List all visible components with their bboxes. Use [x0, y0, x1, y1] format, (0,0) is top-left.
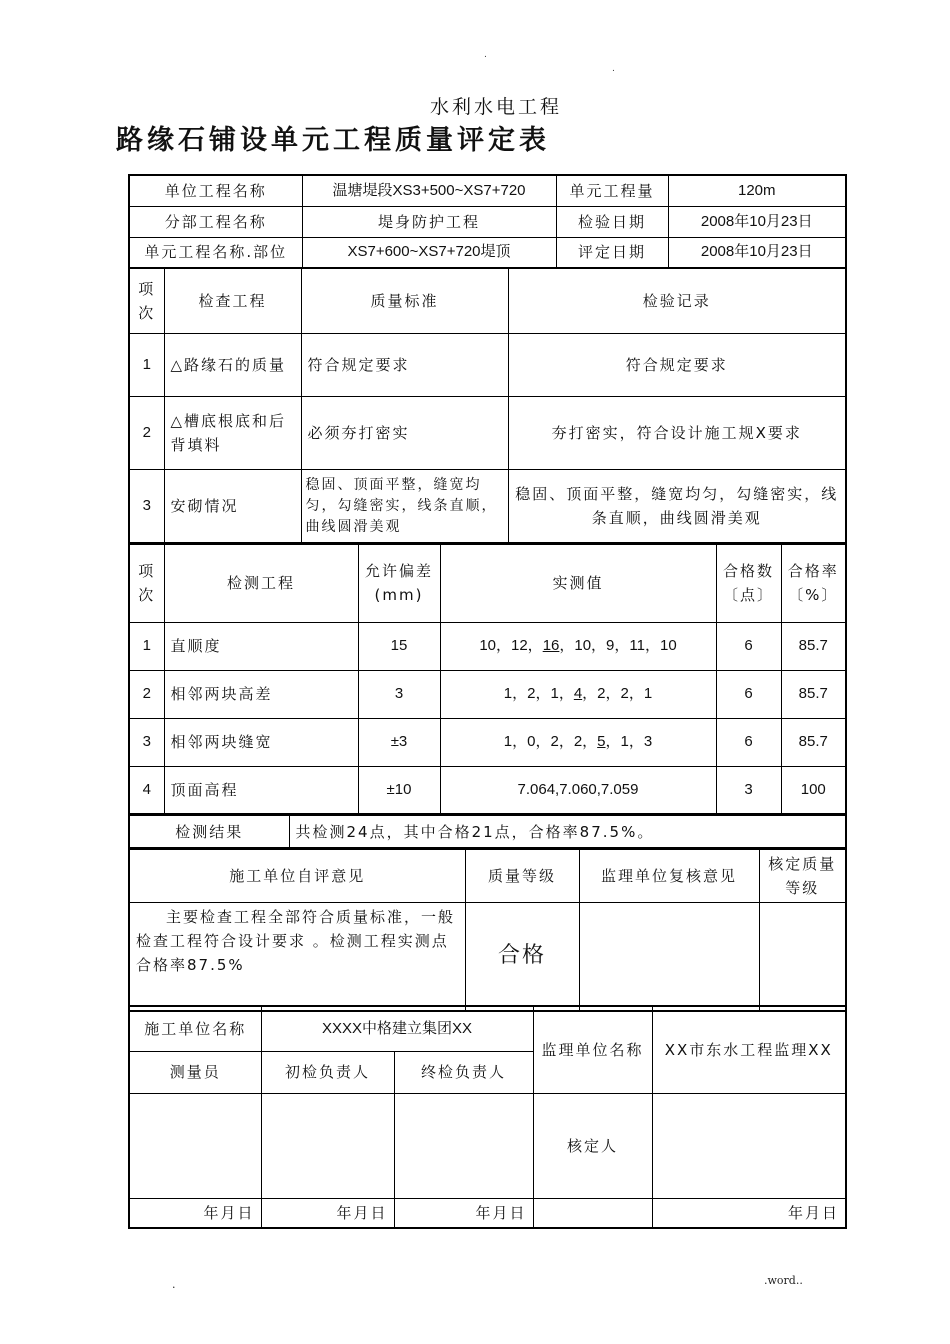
result-text: 共检测24点，其中合格21点，合格率87.5%。: [289, 815, 846, 848]
row-record: 夯打密实，符合设计施工规X要求: [508, 396, 846, 469]
result-table: [128, 814, 847, 849]
date-initial-inspector: 年月日: [261, 1198, 394, 1228]
element-qty-label: 单元工程量: [556, 175, 668, 206]
element-name-label: 单元工程名称.部位: [129, 237, 302, 268]
table-row: [129, 469, 846, 544]
table-row: [129, 333, 846, 396]
final-inspector-signature: [394, 1093, 533, 1198]
quality-grade-label: 质量等级: [465, 849, 579, 903]
date-surveyor: 年月日: [129, 1198, 261, 1228]
page-subtitle: 水利水电工程: [430, 96, 563, 118]
row-values: 1，2，1，4，2，2，1: [440, 670, 716, 718]
row-values: 7.064,7.060,7.059: [440, 766, 716, 814]
row-pass-count: 6: [716, 622, 781, 670]
builder-label: 施工单位名称: [129, 1006, 261, 1051]
inspect-date-value: 2008年10月23日: [668, 206, 846, 237]
table-row: [129, 670, 846, 718]
table-row: [129, 622, 846, 670]
sub-project-label: 分部工程名称: [129, 206, 302, 237]
check-header-item: 检查工程: [164, 268, 301, 333]
row-no: 1: [129, 622, 164, 670]
row-tolerance: 15: [358, 622, 440, 670]
final-grade-label: 核定质量等级: [759, 849, 846, 903]
table-row: [129, 766, 846, 814]
row-pass-rate: 85.7: [781, 622, 846, 670]
row-pass-count: 6: [716, 718, 781, 766]
row-no: 4: [129, 766, 164, 814]
row-item: 直顺度: [164, 622, 358, 670]
measure-header-values: 实测值: [440, 543, 716, 622]
measure-header-tolerance: 允许偏差(mm): [358, 543, 440, 622]
check-header-record: 检验记录: [508, 268, 846, 333]
row-tolerance: 3: [358, 670, 440, 718]
element-name-value: XS7+600~XS7+720堤顶: [302, 237, 556, 268]
row-pass-rate: 100: [781, 766, 846, 814]
final-inspector-label: 终检负责人: [394, 1051, 533, 1093]
footer-right: .word..: [764, 1274, 803, 1287]
measure-header-item: 检测工程: [164, 543, 358, 622]
element-qty-value: 120m: [668, 175, 846, 206]
row-standard: 稳固、顶面平整，缝宽均匀，勾缝密实，线条直顺，曲线圆滑美观: [301, 469, 508, 544]
page-title: 路缘石铺设单元工程质量评定表: [116, 125, 550, 156]
date-final-inspector: 年月日: [394, 1198, 533, 1228]
surveyor-signature: [129, 1093, 261, 1198]
row-tolerance: ±10: [358, 766, 440, 814]
supervisor-unit-label: 监理单位名称: [533, 1006, 652, 1093]
row-no: 2: [129, 396, 164, 469]
sub-project-value: 堤身防护工程: [302, 206, 556, 237]
top-dot: .: [612, 64, 615, 74]
approver-label: 核定人: [533, 1093, 652, 1198]
result-label: 检测结果: [129, 815, 289, 848]
row-no: 2: [129, 670, 164, 718]
assess-date-value: 2008年10月23日: [668, 237, 846, 268]
footer-left: .: [172, 1278, 176, 1291]
self-assess-label: 施工单位自评意见: [129, 849, 465, 903]
supervisor-review-label: 监理单位复核意见: [579, 849, 759, 903]
check-table: [128, 267, 847, 545]
surveyor-label: 测量员: [129, 1051, 261, 1093]
row-no: 3: [129, 469, 164, 544]
quality-grade-value: 合格: [465, 903, 579, 1011]
final-grade-value: [759, 903, 846, 1011]
row-tolerance: ±3: [358, 718, 440, 766]
assess-date-label: 评定日期: [556, 237, 668, 268]
row-record: 稳固、顶面平整，缝宽均匀，勾缝密实，线条直顺，曲线圆滑美观: [508, 469, 846, 544]
row-pass-count: 6: [716, 670, 781, 718]
builder-value: XXXX中格建立集团XX: [261, 1006, 533, 1051]
row-values: 10，12，16，10，9，11，10: [440, 622, 716, 670]
initial-inspector-signature: [261, 1093, 394, 1198]
table-row: [129, 718, 846, 766]
sign-table: [128, 1005, 847, 1229]
check-header-no: 项次: [129, 268, 164, 333]
row-pass-rate: 85.7: [781, 718, 846, 766]
row-pass-rate: 85.7: [781, 670, 846, 718]
row-no: 3: [129, 718, 164, 766]
measure-header-pass-count: 合格数〔点〕: [716, 543, 781, 622]
check-header-standard: 质量标准: [301, 268, 508, 333]
unit-project-value: 温塘堤段XS3+500~XS7+720: [302, 175, 556, 206]
top-dot: .: [484, 50, 487, 60]
row-record: 符合规定要求: [508, 333, 846, 396]
row-item: △路缘石的质量: [164, 333, 301, 396]
supervisor-unit-value: XX市东水工程监理XX: [652, 1006, 846, 1093]
row-item: 安砌情况: [164, 469, 301, 544]
assess-table: [128, 848, 847, 1012]
supervisor-review-value: [579, 903, 759, 1011]
row-item: △槽底根底和后背填料: [164, 396, 301, 469]
self-assess-text: 主要检查工程全部符合质量标准，一般检查工程符合设计要求 。检测工程实测点合格率87.5%: [129, 903, 465, 1011]
measure-table: [128, 542, 847, 815]
inspect-date-label: 检验日期: [556, 206, 668, 237]
row-item: 相邻两块缝宽: [164, 718, 358, 766]
initial-inspector-label: 初检负责人: [261, 1051, 394, 1093]
date-blank: [533, 1198, 652, 1228]
row-no: 1: [129, 333, 164, 396]
date-approver: 年月日: [652, 1198, 846, 1228]
row-values: 1，0，2，2，5，1，3: [440, 718, 716, 766]
table-row: [129, 396, 846, 469]
row-item: 相邻两块高差: [164, 670, 358, 718]
measure-header-no: 项次: [129, 543, 164, 622]
info-table: [128, 174, 847, 269]
measure-header-pass-rate: 合格率〔%〕: [781, 543, 846, 622]
row-pass-count: 3: [716, 766, 781, 814]
row-item: 顶面高程: [164, 766, 358, 814]
unit-project-label: 单位工程名称: [129, 175, 302, 206]
row-standard: 符合规定要求: [301, 333, 508, 396]
row-standard: 必须夯打密实: [301, 396, 508, 469]
approver-signature: [652, 1093, 846, 1198]
